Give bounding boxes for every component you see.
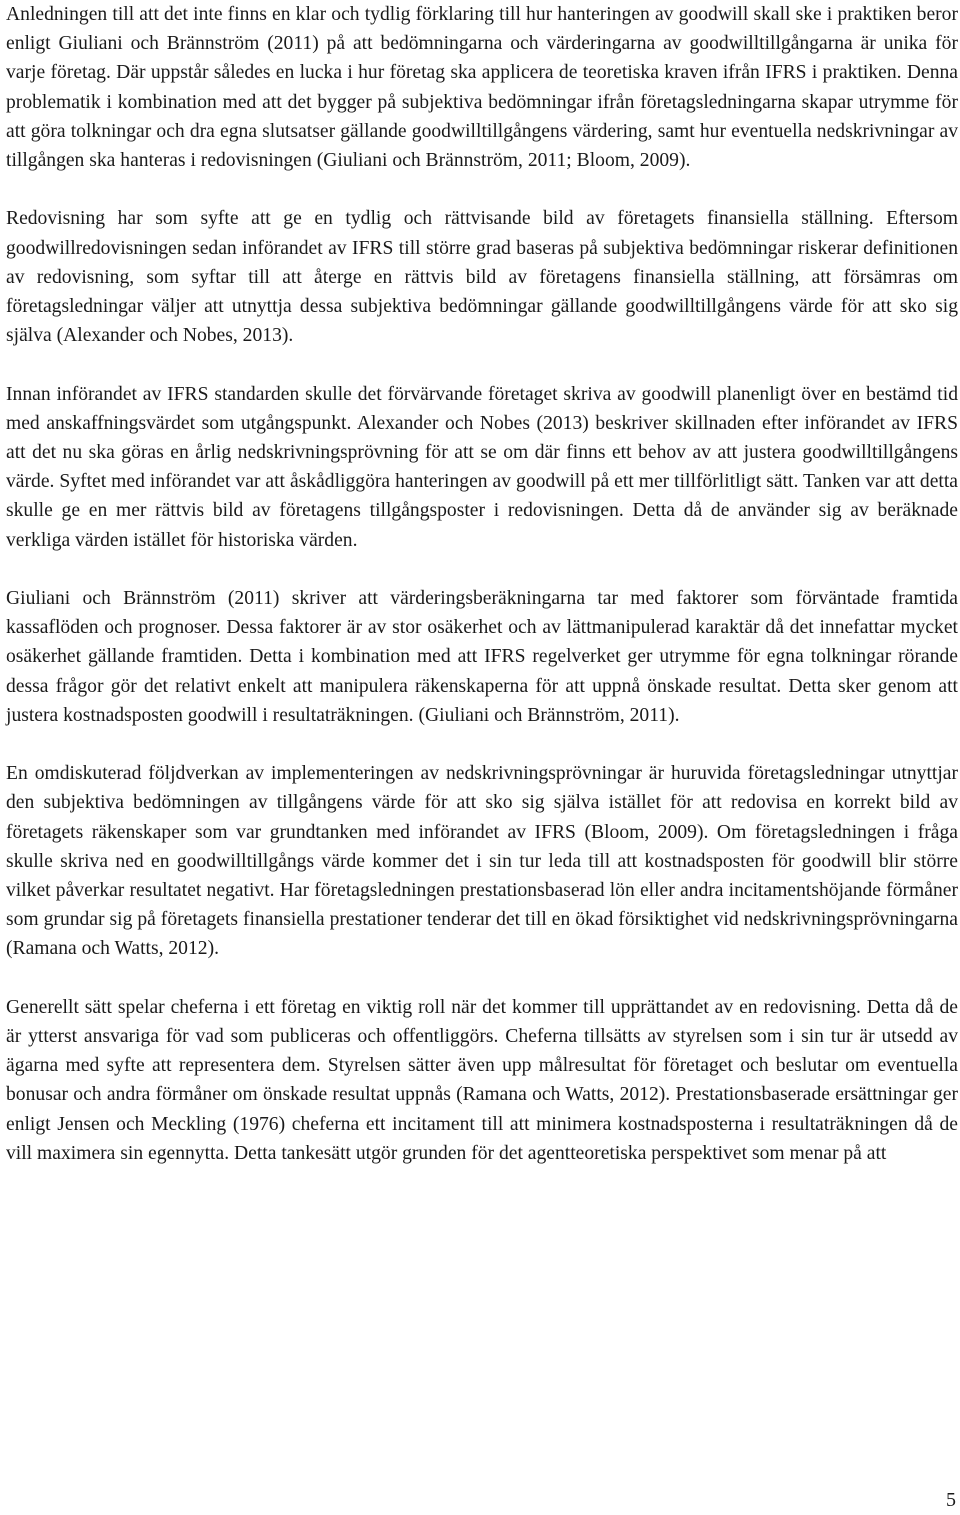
paragraph-goodwill-handling: Anledningen till att det inte finns en klar och tydlig förklaring till hur hanteringen av goodwill skall ske i praktiken beror enligt Giuliani och Brännström (2011) på att bedömningarna och värderingarna av goodwilltillgångarna är unika för varje företag. Där uppstår således en lucka i hur företag ska applicera de teoretiska kraven ifrån IFRS i praktiken. Denna problematik i kombination med att det bygger på subjektiva bedömningar ifrån företagsledningarna skapar utrymme för att göra tolkningar och dra egna slutsatser gällande goodwilltillgångens värdering, samt hur eventuella nedskrivningar av tillgången ska hanteras i redovisningen (Giuliani och Brännström, 2011; Bloom, 2009). xyxy=(6,4,958,172)
document-body xyxy=(6,0,958,1197)
paragraph-executives-role: Generellt sätt spelar cheferna i ett företag en viktig roll när det kommer till upprättandet av en redovisning. Detta då de är ytterst ansvariga för vad som publiceras och offentliggörs. Cheferna tillsätts av styrelsen som i sin tur är utsedd av ägarna med syfte att representera dem. Styrelsen sätter även upp målresultat för företaget och beslutar om eventuella bonusar och andra förmåner om önskade resultat uppnås (Ramana och Watts, 2012). Prestationsbaserade ersättningar ger enligt Jensen och Meckling (1976) cheferna ett incitament till att minimera kostnadsposterna i resultaträkningen då de vill maximera sin egennytta. Detta tankesätt utgör grunden för det agentteoretiska perspektivet som menar på att xyxy=(6,996,958,1164)
page-number: 5 xyxy=(946,1489,956,1511)
paragraph-before-ifrs: Innan införandet av IFRS standarden skulle det förvärvande företaget skriva av goodwill planenligt över en bestämd tid med anskaffningsvärdet som utgångspunkt. Alexander och Nobes (2013) beskriver skillnaden efter införandet av IFRS att det nu ska göras en årlig nedskrivningsprövning för att se om där finns ett behov av att justera goodwilltillgångens värde. Syftet med införandet var att åskådliggöra hanteringen av goodwill på ett mer tillförlitligt sätt. Tanken var att detta skulle ge en mer rättvis bild av företagens tillgångsposter i redovisningen. Detta då de använder sig av beräknade verkliga värden istället för historiska värden. xyxy=(6,383,958,551)
paragraph-valuation-calculations: Giuliani och Brännström (2011) skriver att värderingsberäkningarna tar med faktorer som förväntade framtida kassaflöden och prognoser. Dessa faktorer är av stor osäkerhet och av lättmanipulerad karaktär då det innefattar mycket osäkerhet gällande framtiden. Detta i kombination med att IFRS regelverket ger utrymme för egna tolkningar rörande dessa frågor gör det relativt enkelt att manipulera räkenskaperna för att uppnå önskade resultat. Detta sker genom att justera kostnadsposten goodwill i resultaträkningen. (Giuliani och Brännström, 2011). xyxy=(6,588,958,726)
paragraph-accounting-purpose: Redovisning har som syfte att ge en tydlig och rättvisande bild av företagets finansiella ställning. Eftersom goodwillredovisningen sedan införandet av IFRS till större grad baseras på subjektiva bedömningar riskerar definitionen av redovisning, som syftar till att återge en rättvis bild av företagens finansiella ställning, att försämras om företagsledningar väljer att utnyttja dessa subjektiva bedömningar gällande goodwilltillgångens värde för att sko sig själva (Alexander och Nobes, 2013). xyxy=(6,208,958,347)
paragraph-impairment-consequence: En omdiskuterad följdverkan av implementeringen av nedskrivningsprövningar är huruvida företagsledningar utnyttjar den subjektiva bedömningen av tillgångens värde för att sko sig själva istället för att redovisa en korrekt bild av företagets räkenskaper som var grundtanken med införandet av IFRS (Bloom, 2009). Om företagsledningen i fråga skulle skriva ned en goodwilltillgångs värde kommer det i sin tur leda till att kostnadsposten för goodwill blir större vilket påverkar resultatet negativt. Har företagsledningen prestationsbaserad lön eller andra incitamentshöjande förmåner som grundar sig på företagets finansiella prestationer tenderar det till en ökad försiktighet vid nedskrivningsprövningarna (Ramana och Watts, 2012). xyxy=(6,763,958,960)
